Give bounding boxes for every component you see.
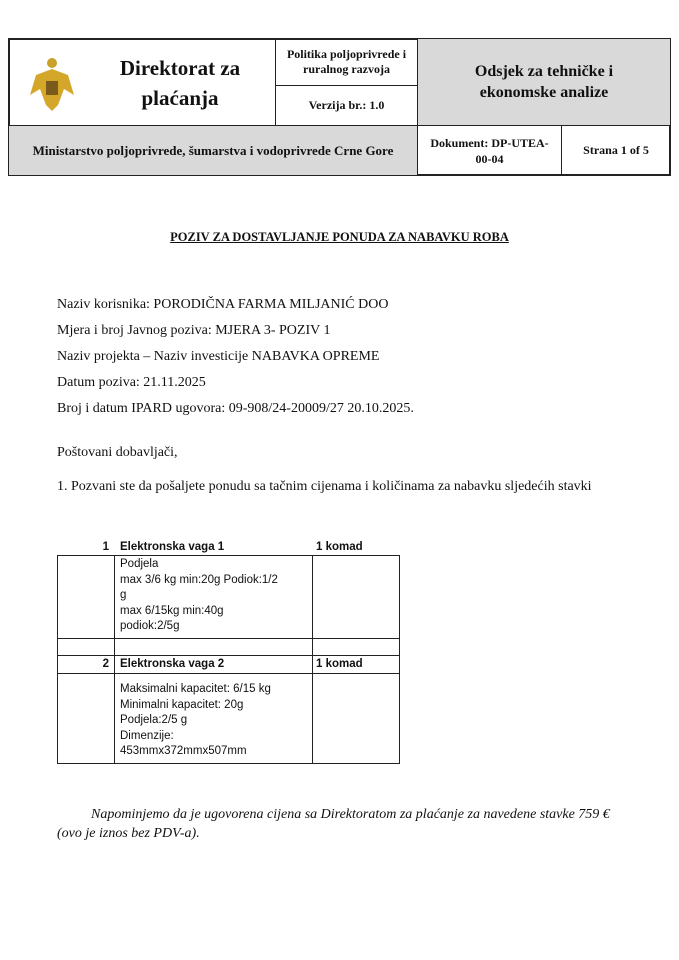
- org-title: Direktorat za plaćanja: [119, 55, 241, 110]
- call-date: Datum poziva: 21.11.2025: [57, 375, 206, 390]
- policy-label: Politika poljoprivrede i ruralnog razvoja: [275, 38, 418, 86]
- price-note: Napominjemo da je ugovorena cijena sa Direktoratom za plaćanje za navedene stavke 759 € (ovo je iznos bez PDV-a).: [57, 807, 610, 841]
- item-name: Elektronska vaga 2: [120, 658, 225, 670]
- document-title: POZIV ZA DOSTAVLJANJE PONUDA ZA NABAVKU ROBA: [170, 230, 509, 244]
- item-name: Elektronska vaga 1: [120, 541, 225, 553]
- item-spec: Podjela max 3/6 kg min:20g Podiok:1/2 g max 6/15kg min:40g podiok:2/5g: [114, 555, 313, 639]
- item-number: 1: [102, 541, 109, 553]
- project-name: Naziv projekta – Naziv investicije NABAVKA OPREME: [57, 349, 380, 364]
- version-label: Verzija br.: 1.0: [275, 85, 418, 126]
- coat-of-arms-logo: [26, 55, 78, 115]
- item-quantity: 1 komad: [316, 658, 363, 670]
- item-number: 2: [102, 658, 109, 670]
- beneficiary-name: Naziv korisnika: PORODIČNA FARMA MILJANIĆ DOO: [57, 297, 389, 312]
- department-label: Odsjek za tehničke i ekonomske analize: [417, 38, 671, 126]
- intro-paragraph: 1. Pozvani ste da pošaljete ponudu sa tačnim cijenama i količinama za nabavku sljedećih stavki: [57, 479, 592, 494]
- ipard-contract: Broj i datum IPARD ugovora: 09-908/24-20009/27 20.10.2025.: [57, 401, 414, 416]
- page-indicator: Strana 1 of 5: [561, 125, 671, 176]
- measure-call: Mjera i broj Javnog poziva: MJERA 3- POZIV 1: [57, 323, 331, 338]
- item-spec: Maksimalni kapacitet: 6/15 kg Minimalni kapacitet: 20g Podjela:2/5 g Dimenzije: 453mmx372mmx507mm: [114, 673, 313, 764]
- document-code: Dokument: DP-UTEA-00-04: [417, 125, 562, 176]
- greeting: Poštovani dobavljači,: [57, 445, 178, 460]
- ministry-label: Ministarstvo poljoprivrede, šumarstva i vodoprivrede Crne Gore: [8, 125, 418, 176]
- item-quantity: 1 komad: [316, 541, 363, 553]
